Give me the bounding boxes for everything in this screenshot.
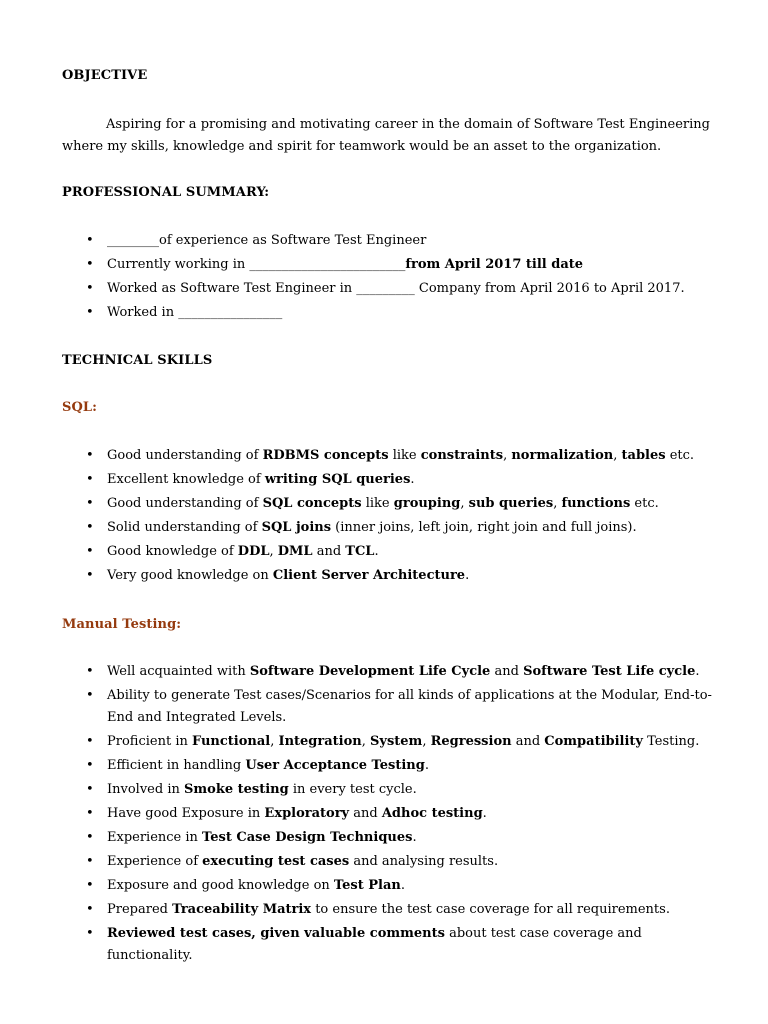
summary-heading: PROFESSIONAL SUMMARY: (62, 185, 270, 200)
list-item: • Efficient in handling User Acceptance Testing. (0, 755, 713, 777)
objective-text: Aspiring for a promising and motivating career in the domain of Software Test Engineering where my skills, knowledge and spirit for teamwork would be an asset to the organization. (62, 117, 710, 154)
list-item: • Good understanding of SQL concepts like grouping, sub queries, functions etc. (0, 493, 713, 515)
sql-heading: SQL: (62, 400, 98, 415)
summary-list (0, 230, 713, 326)
list-item: • Reviewed test cases, given valuable comments about test case coverage and functionality. (0, 923, 713, 967)
list-item: • Worked in ________________ (0, 302, 713, 324)
list-item: • Exposure and good knowledge on Test Plan. (0, 875, 713, 897)
list-item: • Excellent knowledge of writing SQL queries. (0, 469, 713, 491)
list-item: • Involved in Smoke testing in every test cycle. (0, 779, 713, 801)
objective-heading: OBJECTIVE (62, 68, 148, 83)
list-item: • Solid understanding of SQL joins (inner joins, left join, right join and full joins). (0, 517, 713, 539)
list-item: • Good understanding of RDBMS concepts like constraints, normalization, tables etc. (0, 445, 713, 467)
list-item: • Prepared Traceability Matrix to ensure the test case coverage for all requirements. (0, 899, 713, 921)
list-item: • Worked as Software Test Engineer in _________ Company from April 2016 to April 2017. (0, 278, 713, 300)
list-item: • Experience in Test Case Design Techniques. (0, 827, 713, 849)
list-item: • Very good knowledge on Client Server Architecture. (0, 565, 713, 587)
list-item: • Ability to generate Test cases/Scenarios for all kinds of applications at the Modular, End-to-End and Integrated Levels. (0, 685, 713, 729)
list-item: • Currently working in ________________________from April 2017 till date (0, 254, 713, 276)
list-item: • Experience of executing test cases and analysing results. (0, 851, 713, 873)
technical-heading: TECHNICAL SKILLS (62, 353, 213, 368)
list-item: • ________of experience as Software Test Engineer (0, 230, 713, 252)
list-item: • Good knowledge of DDL, DML and TCL. (0, 541, 713, 563)
list-item: • Proficient in Functional, Integration, System, Regression and Compatibility Testing. (0, 731, 713, 753)
manual-testing-list (0, 661, 713, 969)
list-item: • Well acquainted with Software Development Life Cycle and Software Test Life cycle. (0, 661, 713, 683)
manual-testing-heading: Manual Testing: (62, 617, 182, 632)
sql-list (0, 445, 713, 589)
list-item: • Have good Exposure in Exploratory and Adhoc testing. (0, 803, 713, 825)
